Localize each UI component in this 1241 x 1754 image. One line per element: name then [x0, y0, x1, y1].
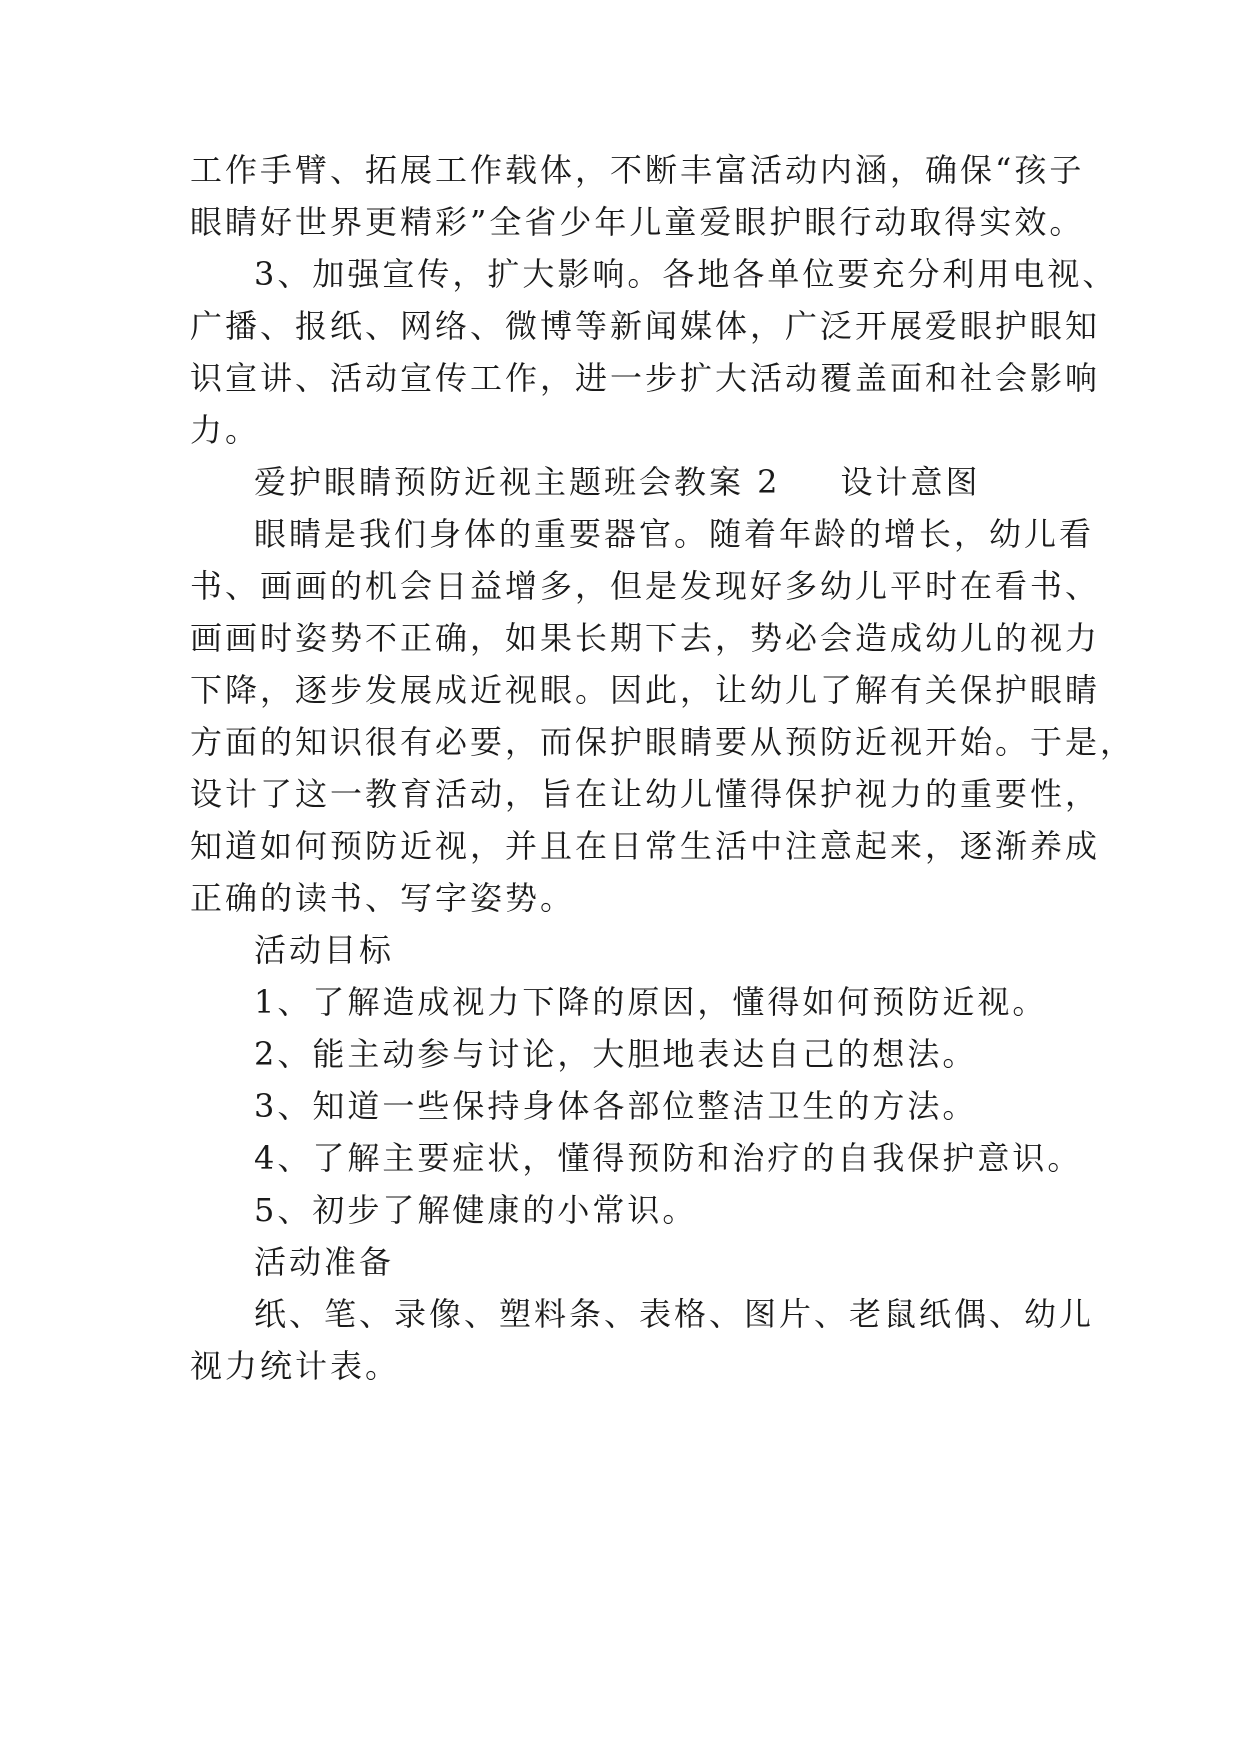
- text-line: 识宣讲、活动宣传工作，进一步扩大活动覆盖面和社会影响: [190, 359, 1101, 397]
- text-line: 下降，逐步发展成近视眼。因此，让幼儿了解有关保护眼睛: [190, 671, 1101, 709]
- text-line: 视力统计表。: [190, 1347, 401, 1385]
- text-line: 书、画画的机会日益增多，但是发现好多幼儿平时在看书、: [190, 567, 1101, 605]
- goal-item: 2、能主动参与讨论，大胆地表达自己的想法。: [254, 1035, 978, 1073]
- text-line: 方面的知识很有必要，而保护眼睛要从预防近视开始。于是，: [190, 723, 1136, 761]
- lesson-plan-title: 爱护眼睛预防近视主题班会教案 2: [254, 463, 781, 501]
- goal-item: 1、了解造成视力下降的原因，懂得如何预防近视。: [254, 983, 1048, 1021]
- text-line: 正确的读书、写字姿势。: [190, 879, 576, 917]
- section-heading-line: [254, 462, 1134, 502]
- text-line: 设计了这一教育活动，旨在让幼儿懂得保护视力的重要性，: [190, 775, 1101, 813]
- text-line: 广播、报纸、网络、微博等新闻媒体，广泛开展爱眼护眼知: [190, 307, 1101, 345]
- goal-item: 5、初步了解健康的小常识。: [254, 1191, 698, 1229]
- text-line: 眼睛好世界更精彩”全省少年儿童爱眼护眼行动取得实效。: [190, 203, 1085, 241]
- activity-goals-heading: 活动目标: [254, 931, 395, 969]
- text-line: 知道如何预防近视，并且在日常生活中注意起来，逐渐养成: [190, 827, 1101, 865]
- design-intent-heading: 设计意图: [840, 463, 981, 501]
- text-line: 画画时姿势不正确，如果长期下去，势必会造成幼儿的视力: [190, 619, 1101, 657]
- text-line: 工作手臂、拓展工作载体，不断丰富活动内涵，确保“孩子: [190, 151, 1085, 189]
- text-line: 力。: [190, 411, 261, 449]
- text-line: 3、加强宣传，扩大影响。各地各单位要充分利用电视、: [254, 255, 1118, 293]
- text-line: 眼睛是我们身体的重要器官。随着年龄的增长，幼儿看: [254, 515, 1095, 553]
- activity-preparation-heading: 活动准备: [254, 1243, 395, 1281]
- goal-item: 3、知道一些保持身体各部位整洁卫生的方法。: [254, 1087, 978, 1125]
- text-line: 纸、笔、录像、塑料条、表格、图片、老鼠纸偶、幼儿: [254, 1295, 1095, 1333]
- goal-item: 4、了解主要症状，懂得预防和治疗的自我保护意识。: [254, 1139, 1083, 1177]
